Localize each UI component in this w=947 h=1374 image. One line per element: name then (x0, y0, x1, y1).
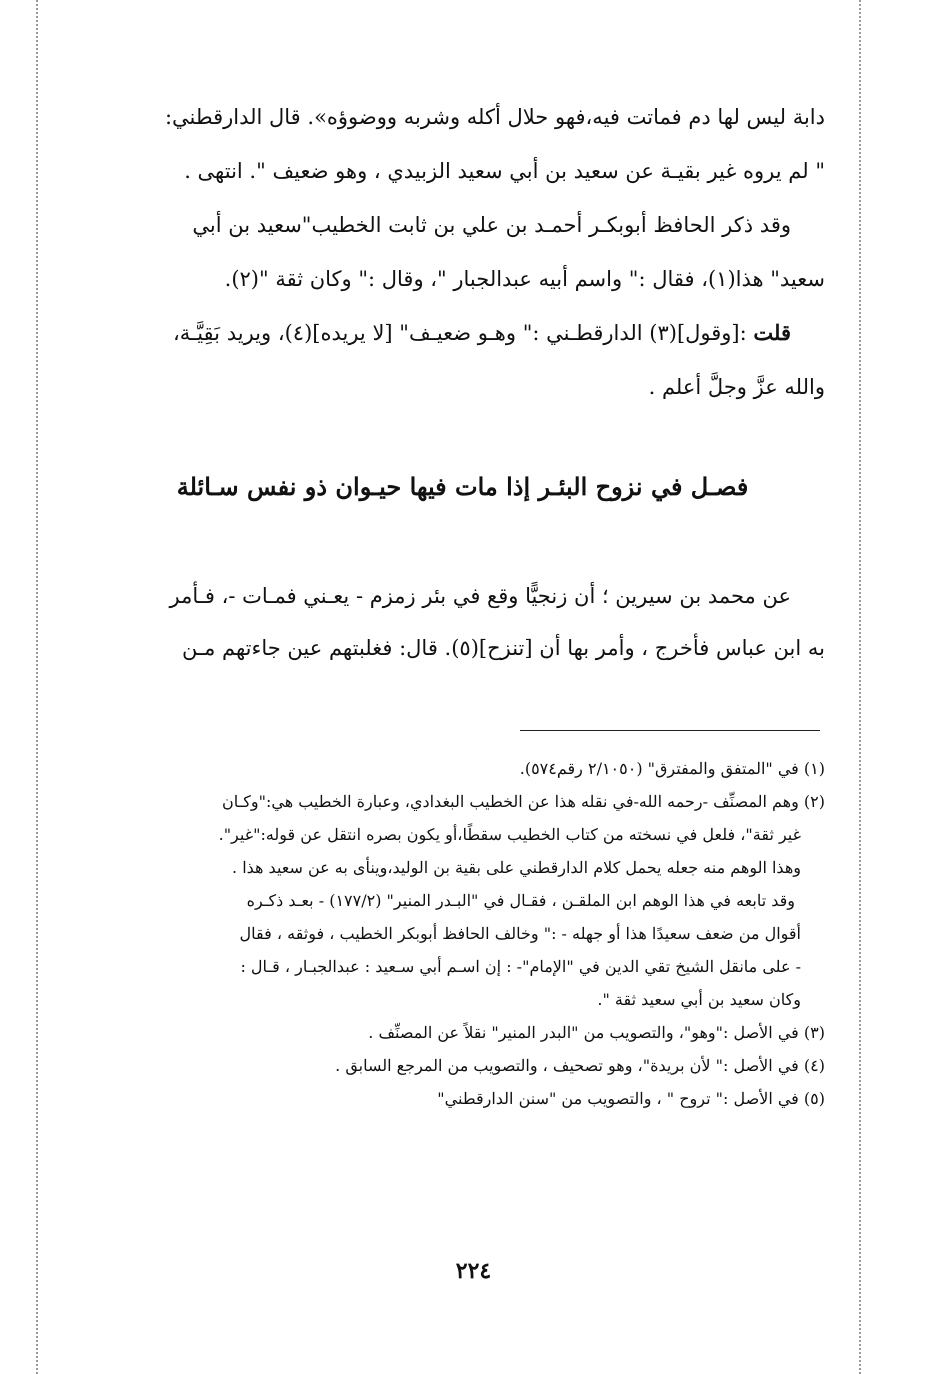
footnote-line: (٣) في الأصل :"وهو"، والتصويب من "البدر المنير" نقلاً عن المصنِّف . (368, 1023, 825, 1042)
section-heading: فصـل في نزوح البئـر إذا مات فيها حيـوان ذو نفس سـائلة (176, 472, 749, 501)
footnote-separator (520, 730, 820, 731)
paragraph-2 (100, 306, 825, 414)
text-line: والله عزَّ وجلَّ أعلم . (648, 375, 825, 399)
left-margin-guide (36, 0, 38, 1374)
text-line: دابة ليس لها دم فماتت فيه،فهو حلال أكله وشربه ووضوؤه». قال الدارقطني: (164, 105, 825, 129)
right-margin-guide (859, 0, 861, 1374)
footnote-line: غير ثقة"، فلعل في نسخته من كتاب الخطيب سقطًا،أو يكون بصره انتقل عن قوله:"غير". (218, 825, 801, 844)
text-line: " لم يروه غير بقيـة عن سعيد بن أبي سعيد الزبيدي ، وهو ضعيف ". انتهى . (184, 159, 825, 183)
paragraph-3 (100, 570, 825, 674)
text-line: وقد ذكر الحافظ أبوبكـر أحمـد بن علي بن ثابت الخطيب"سعيد بن أبي (192, 213, 791, 237)
text-line: عن محمد بن سيرين ؛ أن زنجيًّا وقع في بئر زمزم - يعـني فمـات -، فـأمر (169, 584, 791, 608)
text-line: به ابن عباس فأخرج ، وأمر بها أن [تنزح](٥). قال: فغلبتهم عين جاءتهم مـن (181, 636, 825, 660)
text-line (100, 306, 825, 360)
footnote-line: (١) في "المتفق والمفترق" (٢/١٠٥٠ رقم٥٧٤). (519, 759, 825, 778)
footnote-line: أقوال من ضعف سعيدًا هذا أو جهله - :" وخالف الحافظ أبوبكر الخطيب ، فوثقه ، فقال (239, 924, 801, 943)
footnote-line: وهذا الوهم منه جعله يحمل كلام الدارقطني على بقية بن الوليد،وينأى به عن سعيد هذا . (232, 858, 801, 877)
main-text (100, 90, 825, 414)
footnote-line: (٥) في الأصل :" تروح " ، والتصويب من "سنن الدارقطني" (437, 1089, 825, 1108)
text-line-rest: :[وقول](٣) الدارقطـني :" وهـو ضعيـف" [لا يريده](٤)، ويريد بَقِيَّـة، (173, 321, 754, 345)
footnote-line: (٢) وهم المصنِّف -رحمه الله-في نقله هذا عن الخطيب البغدادي، وعبارة الخطيب هي:"وكـان (221, 792, 825, 811)
footnote-line: - على مانقل الشيخ تقي الدين في "الإمام"- : إن اسـم أبي سـعيد : عبدالجبـار ، قـال : (240, 957, 801, 976)
text-line: سعيد" هذا(١)، فقال :" واسم أبيه عبدالجبار "، وقال :" وكان ثقة "(٢). (224, 267, 825, 291)
keyword-qultu: قلت (753, 320, 791, 345)
footnote-line: (٤) في الأصل :" لأن بريدة"، وهو تصحيف ، والتصويب من المرجع السابق . (335, 1056, 825, 1075)
footnote-line: وقد تابعه في هذا الوهم ابن الملقـن ، فقـال في "البـدر المنير" (١٧٧/٢) - بعـد ذكـره (246, 891, 795, 910)
paragraph-1 (100, 90, 825, 306)
page-number: ٢٢٤ (455, 1258, 492, 1284)
footnotes (100, 752, 825, 1115)
footnote-line: وكان سعيد بن أبي سعيد ثقة ". (597, 990, 801, 1009)
